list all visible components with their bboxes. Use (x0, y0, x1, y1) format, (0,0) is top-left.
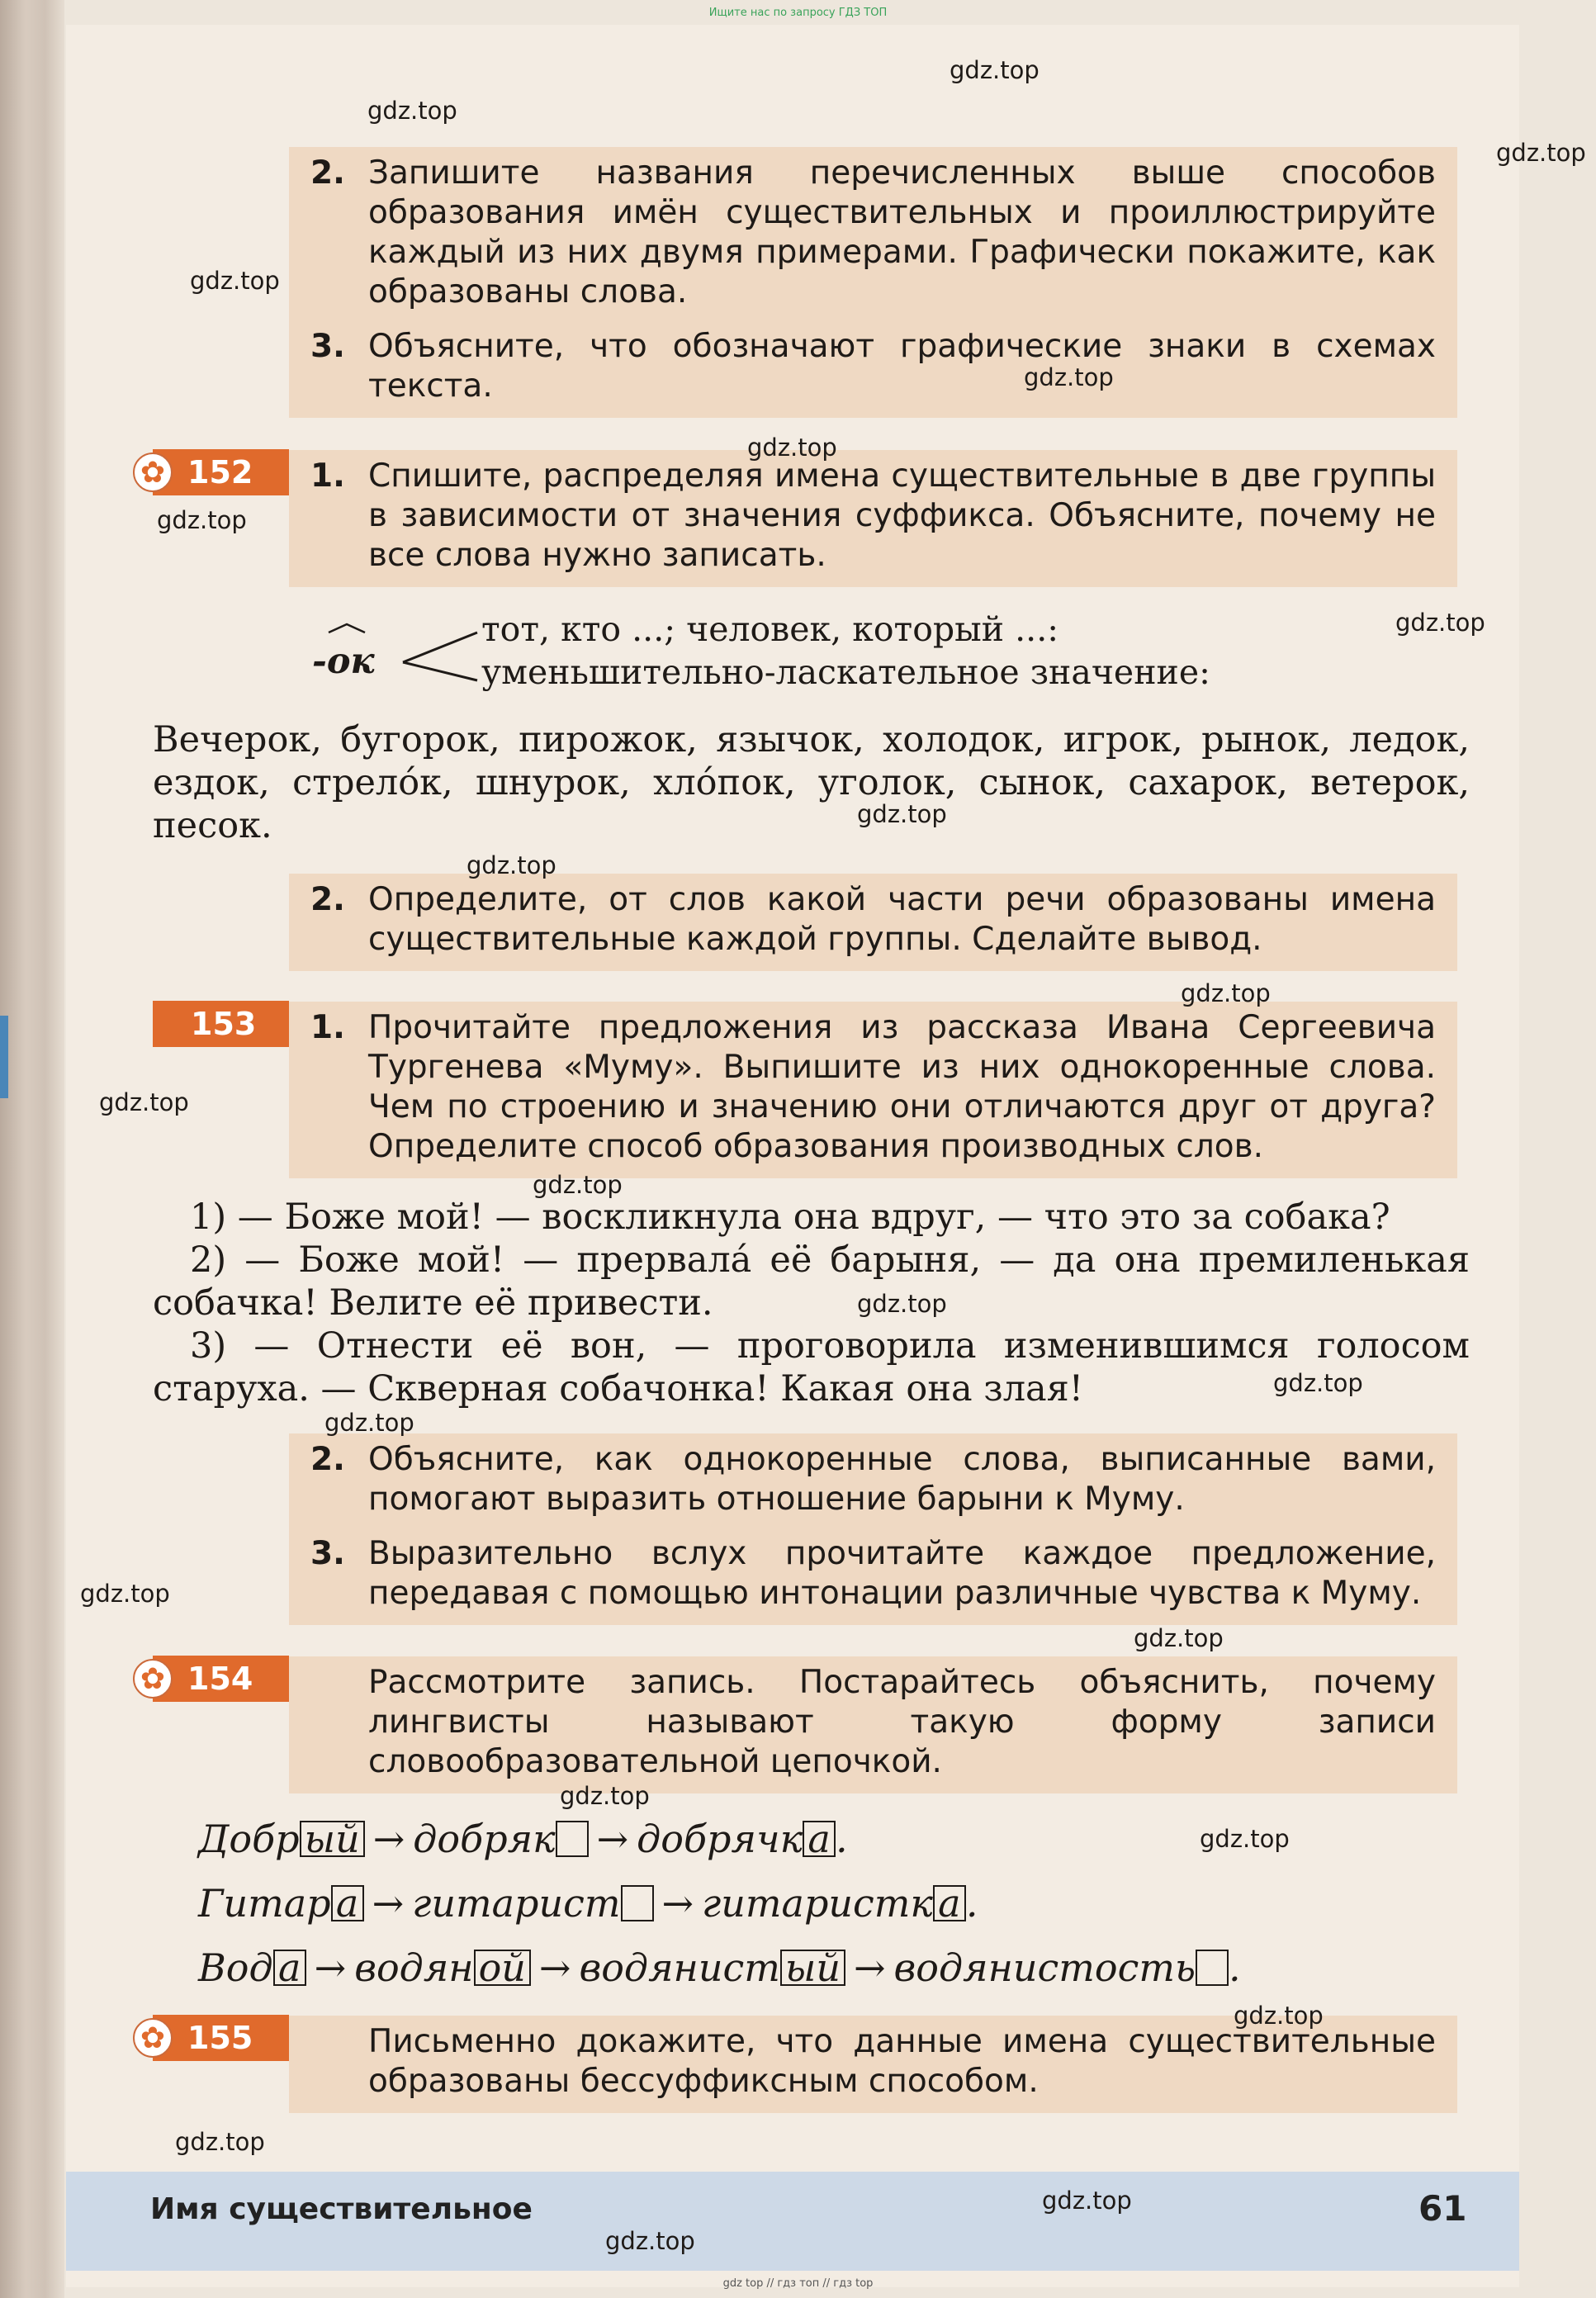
exercise-153-tasks-2-3 (289, 1433, 1457, 1625)
task-text: Определите, от слов какой части речи образованы имена существительные каждой группы. Сделайте вывод. (368, 881, 1436, 958)
watermark: gdz.top (324, 1409, 414, 1437)
exercise-154-badge (140, 1656, 289, 1702)
flower-icon: ✿ (133, 452, 173, 492)
watermark: gdz.top (190, 267, 280, 295)
watermark: gdz.top (747, 434, 837, 462)
page-number: 61 (1418, 2188, 1467, 2229)
chain-arrow: → (661, 1881, 694, 1926)
chain-row (198, 1945, 1241, 1990)
suffix-meaning-2: уменьшительно-ласкательное значение: (481, 652, 1210, 692)
watermark: gdz.top (857, 800, 947, 828)
watermark: gdz.top (157, 506, 247, 534)
ending-box (621, 1885, 654, 1921)
watermark: gdz.top (1273, 1369, 1363, 1397)
ending-box: а (803, 1821, 836, 1857)
chain-word-stem: водян (354, 1945, 474, 1990)
task-number: 2. (310, 1441, 345, 1478)
task-number: 2. (310, 881, 345, 918)
suffix-scheme (312, 609, 1385, 700)
watermark: gdz.top (950, 56, 1040, 84)
task-text: Объясните, как однокоренные слова, выписанные вами, помогают выразить отношение барыни к Муму. (368, 1441, 1436, 1518)
ending-box: а (273, 1950, 306, 1986)
chain-arrow: → (314, 1945, 347, 1990)
exercise-number: 152 (187, 454, 253, 490)
watermark: gdz.top (1200, 1825, 1290, 1853)
watermark: gdz.top (1234, 2002, 1324, 2030)
exercise-number: 154 (187, 1661, 253, 1697)
ending-box: а (933, 1885, 966, 1921)
task-text: Прочитайте предложения из рассказа Ивана Сергеевича Тургенева «Муму». Выпишите из них однокоренные слова. Чем по строению и значению они отличаются друг от друга? Определите способ образования производных слов. (368, 1009, 1436, 1165)
intro-task-3 (310, 327, 1436, 406)
flower-icon: ✿ (133, 1659, 173, 1699)
task-number: 1. (310, 1009, 345, 1046)
ending-box (1196, 1950, 1229, 1986)
watermark: gdz.top (466, 851, 556, 879)
chain-word-stem: гитарист (412, 1881, 621, 1926)
book-spine (0, 0, 64, 2298)
suffix-meaning-1: тот, кто ...; человек, который ...: (481, 609, 1059, 649)
chain-arrow: → (538, 1945, 571, 1990)
exercise-152-task-1 (289, 450, 1457, 587)
exercise-154-task (289, 1656, 1457, 1793)
footer-section-title: Имя существительное (150, 2192, 533, 2226)
ending-box (556, 1821, 589, 1857)
task-text: Письменно докажите, что данные имена существительные образованы бессуффиксным способом. (368, 2023, 1436, 2100)
watermark: gdz.top (99, 1088, 189, 1116)
chain-punct: . (1229, 1945, 1241, 1990)
task-number: 3. (310, 1535, 345, 1572)
chain-word-stem: добрячк (637, 1817, 803, 1861)
task-number: 1. (310, 457, 345, 495)
watermark: gdz.top (1042, 2187, 1132, 2215)
chain-punct: . (965, 1881, 978, 1926)
watermark: gdz.top (533, 1171, 623, 1199)
chain-row (198, 1817, 848, 1861)
sentence-1: 1) — Боже мой! — воскликнула она вдруг, — что это за собака? (190, 1196, 1390, 1238)
chain-arrow: → (853, 1945, 886, 1990)
chain-arrow: → (596, 1817, 629, 1861)
exercise-153-task-1 (289, 1002, 1457, 1178)
chain-word-stem: гитаристк (702, 1881, 933, 1926)
ending-box: ый (300, 1821, 365, 1857)
watermark: gdz.top (1395, 609, 1485, 637)
watermark: gdz.top (367, 97, 457, 125)
sentence-2: 2) — Боже мой! — прервалá её барыня, — да она премиленькая собачка! Велите её привести. (153, 1239, 1470, 1324)
task-number: 2. (310, 154, 345, 192)
exercise-number: 153 (191, 1006, 257, 1042)
chain-row (198, 1881, 978, 1926)
task-text: Выразительно вслух прочитайте каждое предложение, передавая с помощью интонации различные чувства к Муму. (368, 1535, 1436, 1612)
chain-word-stem: Гитар (198, 1881, 331, 1926)
exercise-155-task (289, 2016, 1457, 2113)
watermark: gdz.top (80, 1580, 170, 1608)
ending-box: ой (474, 1950, 531, 1986)
task-text: Объясните, что обозначают графические знаки в схемах текста. (368, 328, 1436, 405)
task-text: Рассмотрите запись. Постарайтесь объяснить, почему лингвисты называют такую форму записи словообразовательной цепочкой. (368, 1664, 1436, 1780)
task-text: Спишите, распределяя имена существительные в две группы в зависимости от значения суффикса. Объясните, почему не все слова нужно записать. (368, 457, 1436, 574)
watermark: gdz.top (560, 1782, 650, 1810)
flower-icon: ✿ (133, 2018, 173, 2058)
chain-word-stem: водянистость (893, 1945, 1196, 1990)
watermark: gdz.top (1134, 1624, 1224, 1652)
watermark: gdz.top (175, 2128, 265, 2156)
task-text: Запишите названия перечисленных выше способов образования имён существительных и проиллюстрируйте каждый из них двумя примерами. Графически покажите, как образованы слова. (368, 154, 1436, 310)
chain-arrow: → (372, 1817, 405, 1861)
watermark: gdz.top (857, 1290, 947, 1318)
intro-task-2 (310, 154, 1436, 312)
suffix-fork-lines (312, 609, 485, 700)
watermark: gdz.top (1181, 979, 1271, 1007)
watermark: gdz.top (605, 2227, 695, 2255)
exercise-152-words: Вечерок, бугорок, пирожок, язычок, холодок, игрок, рынок, ледок, ездок, стрелóк, шнурок, хлóпок, уголок, сынок, сахарок, ветерок, песок. (153, 719, 1470, 846)
intro-task-box (289, 147, 1457, 418)
edge-tab (0, 1016, 8, 1098)
ending-box: ый (780, 1950, 845, 1986)
exercise-number: 155 (187, 2020, 253, 2056)
watermark: gdz.top (1024, 363, 1114, 391)
chain-arrow: → (372, 1881, 405, 1926)
chain-punct: . (836, 1817, 848, 1861)
bottom-banner: gdz top // гдз топ // гдз top (722, 2277, 874, 2290)
watermark: gdz.top (1496, 139, 1586, 167)
chain-word-stem: Добр (198, 1817, 300, 1861)
task-number: 3. (310, 328, 345, 365)
exercise-152-badge (140, 449, 289, 495)
exercise-153-badge (153, 1001, 289, 1047)
suffix-label: -ок (312, 641, 375, 682)
sentence-3: 3) — Отнести её вон, — проговорила изменившимся голосом старуха. — Скверная собачонка! Какая она злая! (153, 1325, 1470, 1410)
chain-word-stem: Вод (198, 1945, 273, 1990)
chain-word-stem: водянист (579, 1945, 780, 1990)
exercise-152-task-2 (289, 874, 1457, 971)
chain-word-stem: добряк (413, 1817, 556, 1861)
top-banner: Ищите нас по запросу ГДЗ ТОП (708, 7, 888, 19)
ending-box: а (331, 1885, 364, 1921)
exercise-155-badge (140, 2015, 289, 2061)
